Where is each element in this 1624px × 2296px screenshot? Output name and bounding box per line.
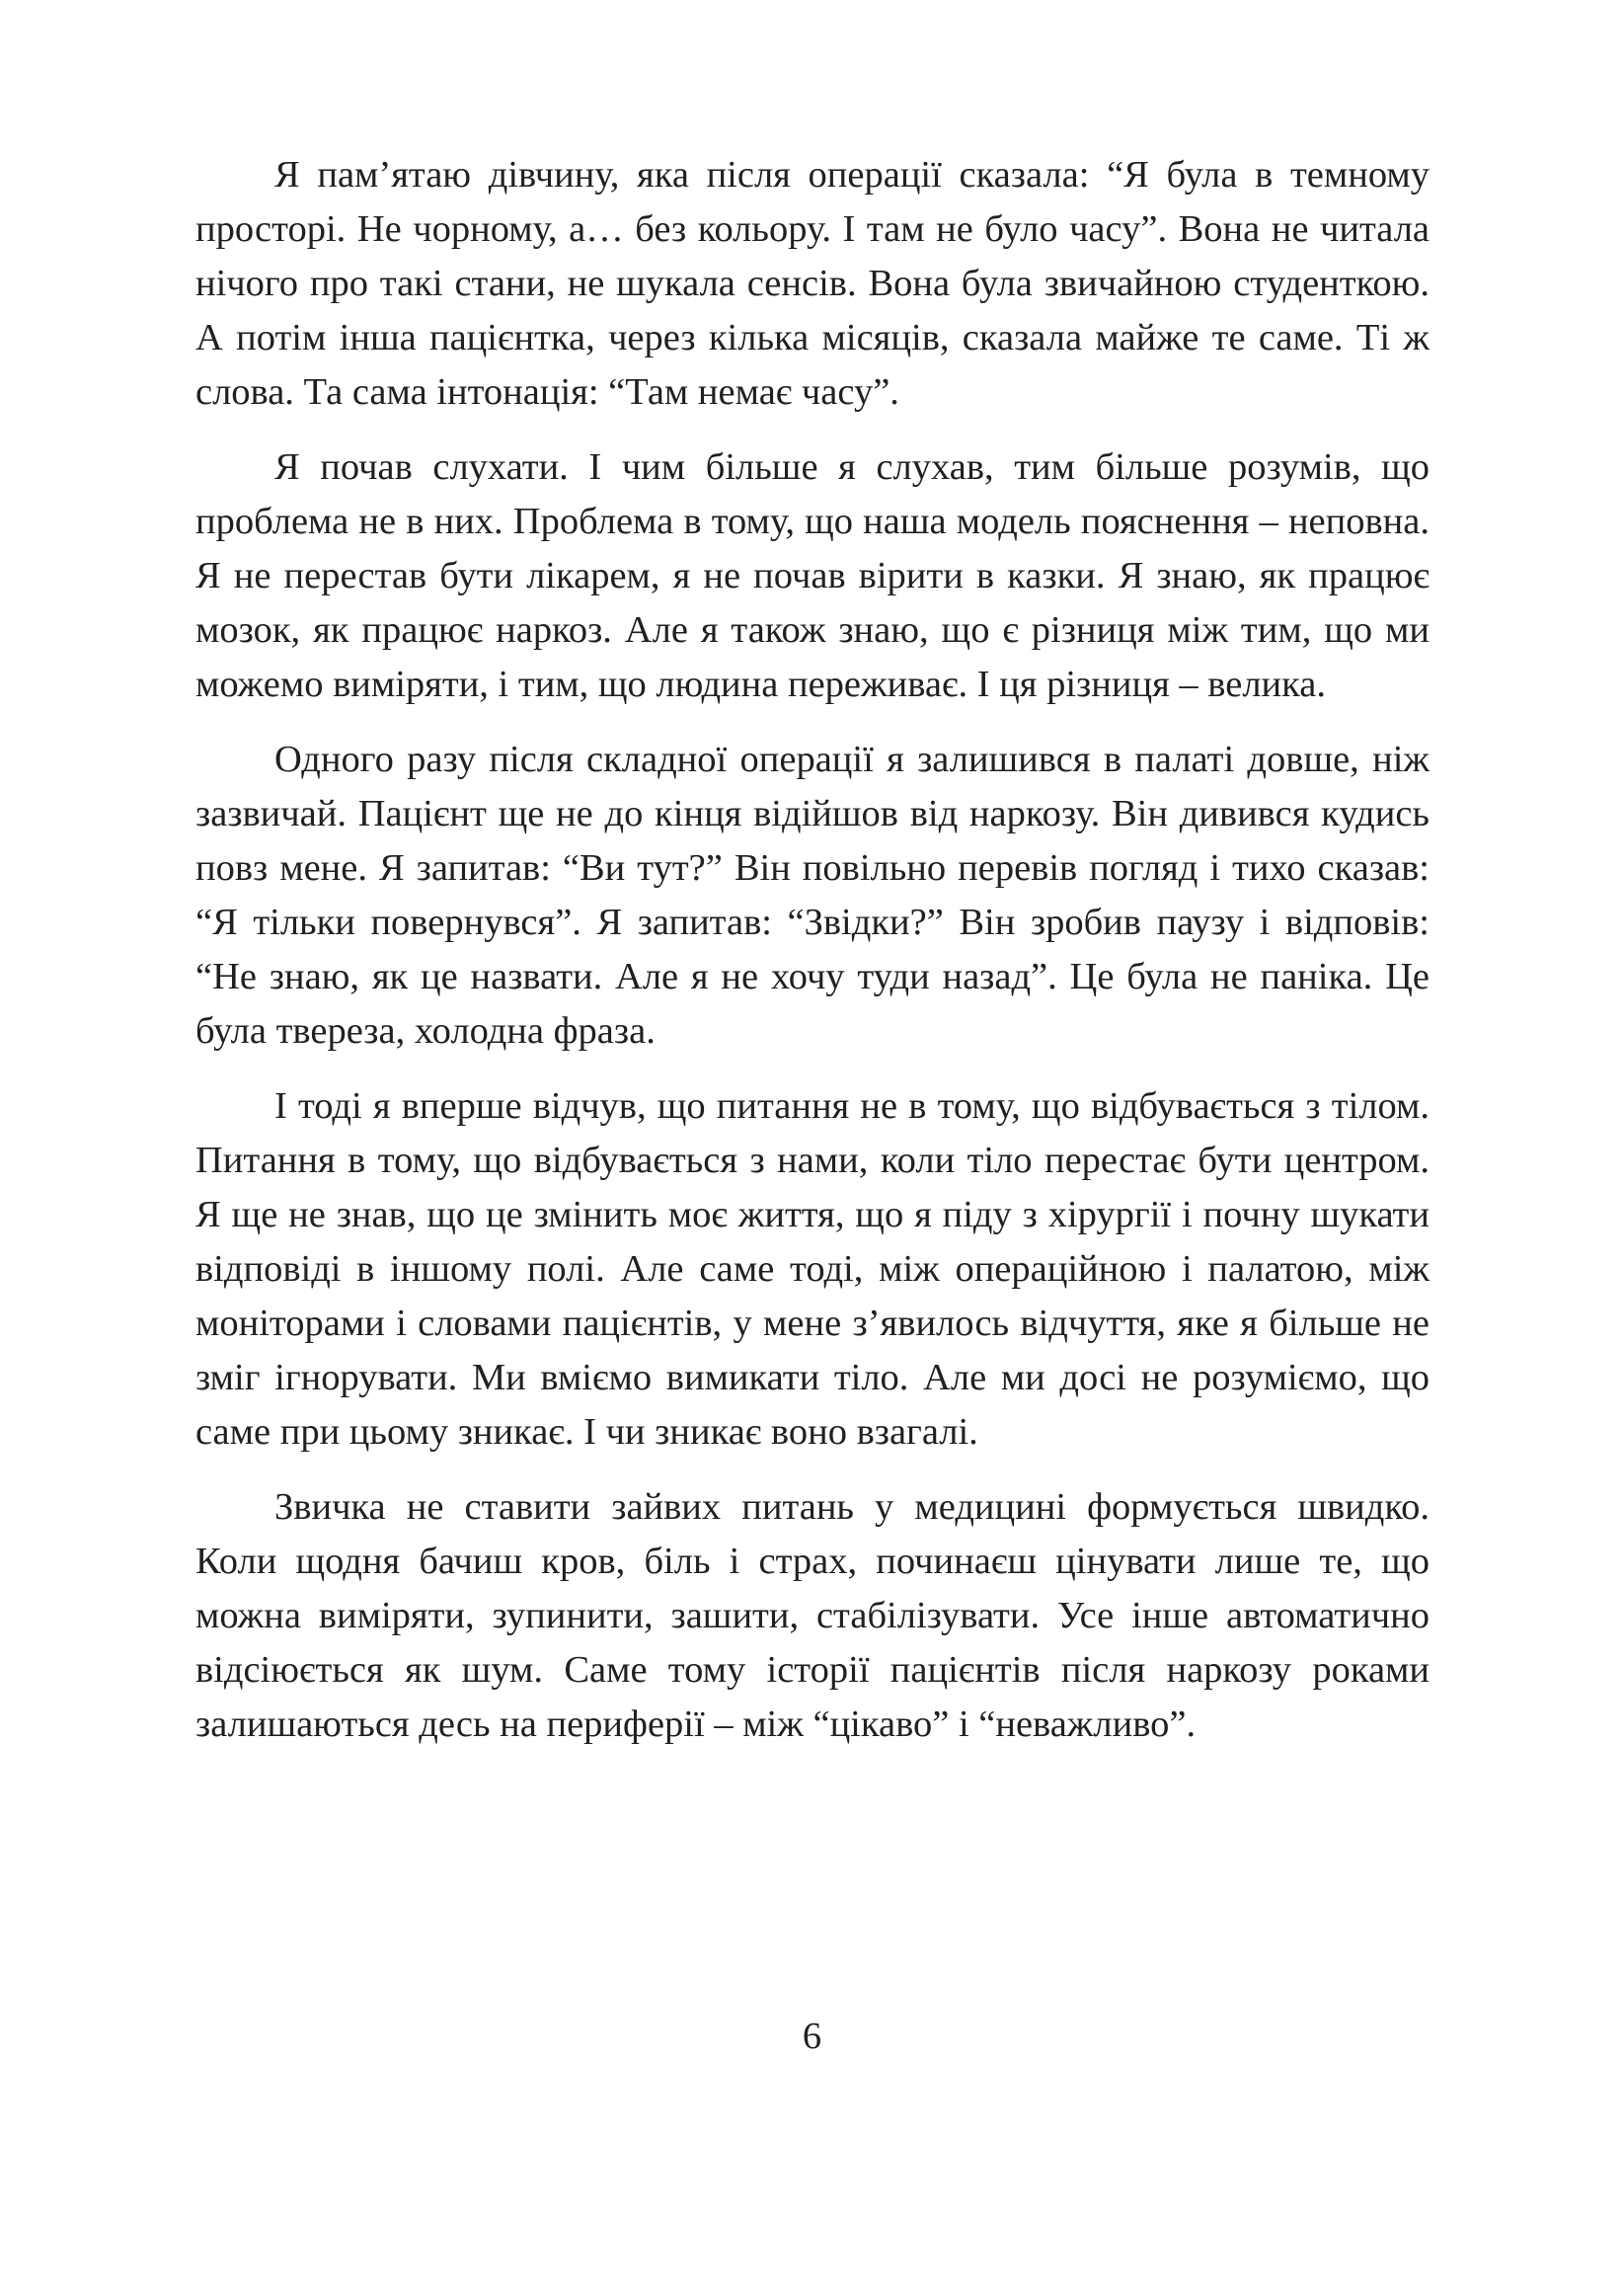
paragraph-2: Я почав слухати. І чим більше я слухав, тим більше розумів, що проблема не в них. Проблема в тому, що наша модель пояснення – неповна. Я не перестав бути лікарем, я не почав вірити в казки. Я знаю, як працює мозок, як працює наркоз. Але я також знаю, що є різниця між тим, що ми можемо виміряти, і тим, що людина переживає. І ця різниця – велика. xyxy=(195,446,1430,705)
page-number: 6 xyxy=(802,2016,822,2057)
paragraph-5: Звичка не ставити зайвих питань у медицині формується швидко. Коли щодня бачиш кров, біль і страх, починаєш цінувати лише те, що можна виміряти, зупинити, зашити, стабілізувати. Усе інше автоматично відсіюється як шум. Саме тому історії пацієнтів після наркозу роками залишаються десь на периферії – між “цікаво” і “неважливо”. xyxy=(195,1486,1430,1745)
paragraph-1: Я пам’ятаю дівчину, яка після операції сказала: “Я була в темному просторі. Не чорному, а… без кольору. І там не було часу”. Вона не читала нічого про такі стани, не шукала сенсів. Вона була звичайною студенткою. А потім інша пацієнтка, через кілька місяців, сказала майже те саме. Ті ж слова. Та сама інтонація: “Там немає часу”. xyxy=(195,154,1430,413)
body-text xyxy=(195,148,1430,1773)
paragraph-4: І тоді я вперше відчув, що питання не в тому, що відбувається з тілом. Питання в тому, що відбувається з нами, коли тіло перестає бути центром. Я ще не знав, що це змінить моє життя, що я піду з хірургії і почну шукати відповіді в іншому полі. Але саме тоді, між операційною і палатою, між моніторами і словами пацієнтів, у мене з’явилось відчуття, яке я більше не зміг ігнорувати. Ми вміємо вимикати тіло. Але ми досі не розуміємо, що саме при цьому зникає. І чи зникає воно взагалі. xyxy=(195,1085,1430,1453)
paragraph-3: Одного разу після складної операції я залишився в палаті довше, ніж зазвичай. Пацієнт ще не до кінця відійшов від наркозу. Він дивився кудись повз мене. Я запитав: “Ви тут?” Він повільно перевів погляд і тихо сказав: “Я тільки повернувся”. Я запитав: “Звідки?” Він зробив паузу і відповів: “Не знаю, як це назвати. Але я не хочу туди назад”. Це була не паніка. Це була твереза, холодна фраза. xyxy=(195,739,1430,1052)
